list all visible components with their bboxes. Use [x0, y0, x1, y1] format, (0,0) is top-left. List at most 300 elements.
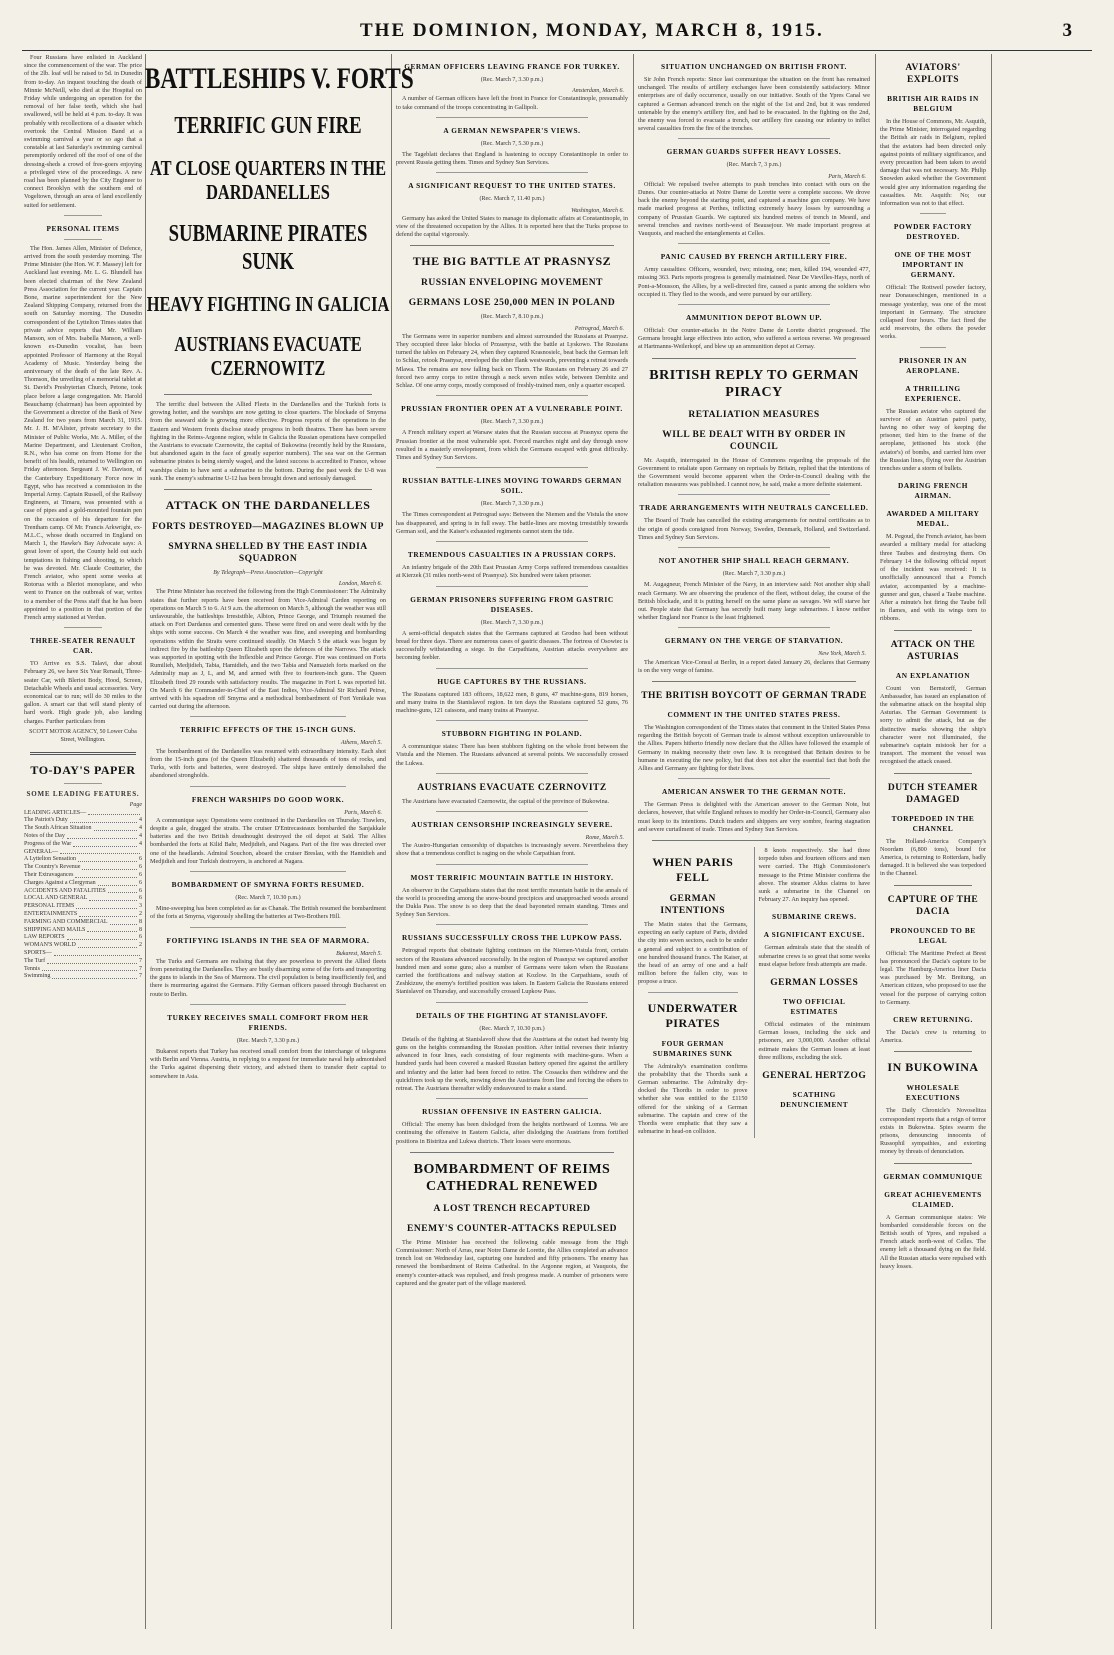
- feature-label: SHIPPING AND MAILS: [24, 926, 86, 933]
- received-line: (Rec. March 7, 3 p.m.): [726, 162, 782, 169]
- feature-page: 7: [139, 973, 142, 980]
- feature-label: The Patriot's Duty: [24, 817, 68, 824]
- leader-dots: [67, 833, 137, 839]
- feature-label: FARMING AND COMMERCIAL: [24, 918, 108, 925]
- divider: [410, 1152, 614, 1153]
- reims-subheading: A LOST TRENCH RECAPTURED: [433, 1203, 591, 1214]
- feature-label: ENTERTAINMENTS: [24, 911, 78, 917]
- column-2: [144, 54, 414, 1629]
- boycott-text: The Washington correspondent of the Times states that comment in the United States Press regarding the British boycott of German trade is almost without exception unfavourable to the Allies. Papers hitherto friendly now declare that the Allies have followed the example of Germany in making necessity their own law. It is recognised that Britain desires to be humane in executing the new policy, but that does not alter the essential fact that both the Allies and Germany are fighting for their lives.: [638, 723, 870, 772]
- losses-heading: GERMAN LOSSES: [770, 977, 859, 988]
- war-summary: The terrific duel between the Allied Fleets in the Dardanelles and the Turkish forts is growing hotter, and the warships are now getting to close quarters. The blockade of Smyrna from the seaward side is growing more effective. Progress reports of the operations in the Eastern and Western fronts disclose steady progress in both theatres. There has been severe fighting in the Reims-Argonne region, while in Galicia the Russian operations have compelled the Austrians to evacuate Czernowitz, the capital of Bukowina (recently held by the Russians, but abandoned again in the face of greatly superior numbers). The sea war on the German submarine pirates is being sternly waged, and the latest success is accredited to France, whose warships claim to have sent a submarine to the bottom. During the past week the U-8 was sunk. The enemy's submarine U-12 has been brought down and seriously damaged.: [150, 401, 386, 482]
- feature-page: 6: [139, 864, 142, 871]
- feature-label: SPORTS—: [24, 949, 52, 956]
- leader-dots: [60, 849, 140, 855]
- ad-heading: THREE-SEATER RENAULT CAR.: [30, 636, 136, 656]
- article-heading: AMERICAN ANSWER TO THE GERMAN NOTE.: [662, 787, 846, 797]
- feature-row: [24, 934, 142, 942]
- article-text: The German Press is delighted with the American answer to the German Note, but declares, however, that while England refuses to modify her Order-in-Council, Germany also must keep to its intentions. Dutch traders and shippers are very sombre, fearing stagnation and severe curtailment of trade. Times and Sydney Sun Services.: [638, 801, 870, 833]
- divider: [436, 117, 588, 118]
- communique-subheading: GREAT ACHIEVEMENTS CLAIMED.: [884, 1189, 982, 1209]
- feature-page: 7: [139, 965, 142, 972]
- received-line: (Rec. March 7, 11.40 p.m.): [479, 196, 545, 203]
- divider: [64, 783, 102, 784]
- leader-dots: [98, 880, 137, 886]
- headline-czernowitz: AUSTRIANS EVACUATE CZERNOWITZ: [174, 332, 362, 380]
- divider: [190, 871, 346, 872]
- divider: [678, 547, 830, 548]
- feature-page: 6: [139, 887, 142, 894]
- crew-text: The Dacia's crew is returning to America.: [880, 1028, 986, 1045]
- divider: [64, 627, 102, 628]
- feature-row: [24, 958, 142, 966]
- feature-label: Progress of the War: [24, 840, 72, 847]
- boycott-subheading: COMMENT IN THE UNITED STATES PRESS.: [667, 709, 841, 719]
- feature-label: Swimming: [24, 973, 51, 980]
- column-4: [638, 54, 870, 1629]
- czernovitz-heading: AUSTRIANS EVACUATE CZERNOVITZ: [417, 782, 607, 793]
- leader-dots: [88, 810, 140, 816]
- feature-label: Their Extravagances: [24, 872, 74, 879]
- received-line: (Rec. March 7, 3.30 p.m.): [480, 501, 544, 508]
- communique-heading: GERMAN COMMUNIQUE: [883, 1171, 983, 1181]
- received-line: (Rec. March 7, 3.30 p.m.): [480, 419, 544, 426]
- column-divider: [633, 54, 634, 1629]
- feature-page: 4: [139, 825, 142, 832]
- dateline: New York, March 5.: [818, 651, 866, 658]
- feature-label: The South African Situation: [24, 825, 92, 832]
- features-heading: SOME LEADING FEATURES.: [26, 790, 140, 799]
- feature-page: 4: [139, 833, 142, 840]
- feature-row: [24, 841, 142, 849]
- feature-row: [24, 849, 142, 857]
- asturias-subheading: AN EXPLANATION: [895, 670, 971, 680]
- medal-heading: AWARDED A MILITARY MEDAL.: [886, 509, 980, 529]
- dutch-subheading: TORPEDOED IN THE CHANNEL: [891, 813, 975, 833]
- divider: [190, 927, 346, 928]
- page-number: 3: [1062, 20, 1072, 41]
- article-heading: A SIGNIFICANT REQUEST TO THE UNITED STATES.: [408, 181, 616, 191]
- feature-page: 4: [139, 840, 142, 847]
- feature-page: 2: [139, 911, 142, 917]
- article-text: The Tageblatt declares that England is hastening to occupy Constantinople in order to prevent Russia getting them. Times and Sydney Sun Services.: [396, 151, 628, 167]
- divider: [436, 924, 588, 925]
- divider: [436, 811, 588, 812]
- feature-label: A Lyttelton Sensation: [24, 856, 76, 863]
- leader-dots: [89, 895, 137, 901]
- divider: [678, 243, 830, 244]
- feature-page: 8: [139, 918, 142, 925]
- comfort-text: Bukarest reports that Turkey has received small comfort from the interchange of telegrams with Berlin and Vienna. Austria, in replying to a request for immediate naval help admonished the Turks against dispersing their victory, and advised them to transfer their capital to somewhere in Asia.: [150, 1047, 386, 1080]
- article-text: Petrograd reports that obstinate fighting continues on the Niemen-Vistula front, certain sectors of the Russians advanced successfully. In the region of Prasnysz we captured another hundred men and some guns; also a number of Germans were taken when the Russians carried the fortifications and railway station at Kozlow. In the Carpathians, south of Zeshkizuw, the enemy's fortified position was taken. In Eastern Galicia the Russians entered Stanislavof on Thursday, and successfully crossed Lupkow Pass.: [396, 947, 628, 996]
- powder-heading: POWDER FACTORY DESTROYED.: [893, 222, 973, 242]
- article-heading: GERMAN GUARDS SUFFER HEAVY LOSSES.: [666, 147, 842, 157]
- leader-dots: [110, 919, 137, 925]
- divider: [652, 840, 856, 841]
- feature-label: PERSONAL ITEMS: [24, 903, 75, 910]
- french-text: A communique says: Operations were continued in the Dardanelles on Thursday. Trawlers, despite a gale, dragged the straits. The cruiser D'Entrecasteaux bombarded the Sanjakkale batteries and the two British dreadnought destroyed the oil depot at Saïd. The Allies bombarded the forts at Kilid Bahr, Medjidieh, and Nagara. Part of the fire was directed over one of the headlands. Admiral Souchon, aboard the cruiser Breslau, with the Hamidieh and Medjidieh and four Turkish destroyers, is anchored at Nagara.: [150, 816, 386, 865]
- feature-page: 3: [139, 903, 142, 910]
- article-text: An infantry brigade of the 20th East Prussian Army Corps suffered tremendous casualties at Kierzek (31 miles north-west of Prasnysz). Six hundred were taken prisoner.: [396, 564, 628, 580]
- feature-label: ACCIDENTS AND FATALITIES: [24, 887, 106, 894]
- asturias-heading: ATTACK ON THE ASTURIAS: [890, 639, 976, 662]
- leader-dots: [94, 825, 138, 831]
- column-divider: [391, 54, 392, 1629]
- dutch-text: The Holland-America Company's Noordam (6,800 tons), bound for America, is returning to Rotterdam, badly damaged. It is believed she was torpedoed in the Channel.: [880, 837, 986, 878]
- divider: [678, 138, 830, 139]
- divider: [190, 1004, 346, 1005]
- feature-page: 6: [139, 934, 142, 941]
- article-heading: MOST TERRIFIC MOUNTAIN BATTLE IN HISTORY.: [410, 872, 614, 882]
- column-5-inner: [880, 54, 986, 1273]
- divider: [436, 1002, 588, 1003]
- article-text: A number of German officers have left the front in France for Constantinople, presumably to take command of the troops concentrating in Gallipoli.: [396, 95, 628, 111]
- article-text: Official: Our counter-attacks in the Notre Dame de Lorette district progressed. The Germans brought large effectives into action, who suffered a serious reverse. We progressed at Hartmanns-Weilerkopf, and blew up an ammunition depot at Cernay.: [638, 327, 870, 351]
- feature-label: LAW REPORTS: [24, 934, 65, 941]
- article-heading: RUSSIANS SUCCESSFULLY CROSS THE LUPKOW PASS.: [401, 933, 623, 943]
- article-text: The Austrians have evacuated Czernowitz, the capital of the province of Bukowina.: [402, 797, 610, 805]
- feature-row: [24, 911, 142, 919]
- article-heading: TRADE ARRANGEMENTS WITH NEUTRALS CANCELLED.: [639, 503, 869, 513]
- reims-heading: BOMBARDMENT OF REIMS CATHEDRAL RENEWED: [413, 1161, 611, 1194]
- divider: [64, 215, 102, 216]
- article-text: The Russians captured 183 officers, 18,622 men, 8 guns, 47 machine-guns, 819 horses, and many trains in the Stanislavof region. In ten days the Russians captured 52 guns, 76 machine-guns, 121 caissons, and many trains at Prasnysz.: [396, 690, 628, 714]
- comfort-heading: TURKEY RECEIVES SMALL COMFORT FROM HER FRIENDS.: [167, 1012, 369, 1032]
- dacia-subheading: PRONOUNCED TO BE LEGAL: [890, 925, 976, 945]
- feature-row: [24, 973, 142, 981]
- effects-heading: TERRIFIC EFFECTS OF THE 15-INCH GUNS.: [180, 725, 356, 735]
- smyrna2-text: Mine-sweeping has been completed as far as Chanak. The British resumed the bombardment of the forts at Smyrna, vigorously shelling the batteries at Two-Brothers Hill.: [150, 905, 386, 921]
- article-heading: AMMUNITION DEPOT BLOWN UP.: [685, 313, 822, 323]
- feature-page: 6: [139, 879, 142, 886]
- french-heading: FRENCH WARSHIPS DO GOOD WORK.: [191, 794, 345, 804]
- byline: By Telegraph—Press Association—Copyright: [213, 570, 323, 577]
- pirates-text: The Admiralty's examination confirms the probability that the Thordis sank a German submarine. The Admiralty dry-docked the Thordis in order to prove whether she was entitled to the £1150 offered for the sinking of a German submarine. The captain and crew of the Thordis were emphatic that they saw a submarine in head-on collision.: [638, 1062, 748, 1136]
- divider: [436, 773, 588, 774]
- leader-dots: [87, 927, 137, 933]
- received-line: (Rec. March 7, 8.10 p.m.): [480, 314, 544, 321]
- article-text: A French military expert at Warsaw states that the Russian success at Prasnysz opens the Prussian frontier at the most vulnerable spot. Forced marches night and day through snow resulted in a masterly envelopment, from which the Germans escaped with great difficulty. Times and Sydney Sun Services.: [396, 429, 628, 462]
- feature-label: Notes of the Day: [24, 833, 65, 840]
- feature-row: [24, 825, 142, 833]
- article-heading: GERMAN PRISONERS SUFFERING FROM GASTRIC DISEASES.: [410, 594, 614, 614]
- powder-text: Official: The Rottweil powder factory, near Donaueschingen, mentioned in a message yesterday, was one of the most important in Germany. The structure collapsed four hours. The fact fired the acid reservoirs, the others the powder works.: [880, 284, 986, 341]
- leader-dots: [52, 973, 137, 979]
- medal-text: M. Pegoud, the French aviator, has been awarded a military medal for attacking three Taubes and destroying them. On February 14 the following official report of the incident was received: It is unofficially announced that a French aviator, accompanied by a machine-gunner and gun, chased a Taube machine. After a minute's hot firing the Taube fell in flames, and with its wings torn to ribbons.: [880, 533, 986, 623]
- bukowina-heading: IN BUKOWINA: [887, 1060, 979, 1075]
- feature-label: LOCAL AND GENERAL: [24, 895, 88, 902]
- article-heading: HUGE CAPTURES BY THE RUSSIANS.: [437, 676, 587, 686]
- todays-paper-heading: TO-DAY'S PAPER: [30, 763, 136, 778]
- article-text: Official: The enemy has been dislodged from the heights northward of Lomna. We are continuing the offensive in Eastern Galicia, after dislodging the Austrians from fortified positions in Bistritza and Lukwa districts. Their losses were enormous.: [396, 1121, 628, 1145]
- feature-row: [24, 895, 142, 903]
- dateline: Washington, March 6.: [571, 207, 624, 214]
- divider: [436, 1098, 588, 1099]
- feature-row: [24, 888, 142, 896]
- article-text: German admirals state that the stealth of submarine crews is so great that some weeks must elapse before fresh attempts are made.: [758, 944, 870, 968]
- feature-row: [24, 864, 142, 872]
- feature-label: Tennis: [24, 965, 40, 972]
- divider: [190, 716, 346, 717]
- article-text: A communique states: There has been stubborn fighting on the whole front between the Vistula and the Niemen. The Russians advanced at several points. We successfully crossed the Lukwa.: [396, 743, 628, 767]
- divider: [652, 681, 856, 682]
- article-heading: SITUATION UNCHANGED ON BRITISH FRONT.: [661, 62, 847, 71]
- paris-subheading: GERMAN INTENTIONS: [660, 893, 726, 916]
- column-3: [396, 54, 628, 1629]
- divider: [164, 394, 372, 395]
- headline-dardanelles: AT CLOSE QUARTERS IN THE DARDANELLES: [149, 156, 387, 204]
- article-heading: AUSTRIAN CENSORSHIP INCREASINGLY SEVERE.: [411, 819, 613, 829]
- paris-text: The Matin states that the Germans, expecting an early capture of Paris, divided the city into seven sectors, each to be under a general and subject to a contribution of one hundred thousand francs. The Kaiser, at the head of an army of one and a half million before the fallen city, was to propose a truce.: [638, 920, 748, 986]
- article-heading: DETAILS OF THE FIGHTING AT STANISLAVOFF.: [415, 1010, 608, 1020]
- feature-row: [24, 856, 142, 864]
- boycott-heading: THE BRITISH BOYCOTT OF GERMAN TRADE: [641, 690, 867, 701]
- divider: [894, 1051, 972, 1052]
- pirates-heading: UNDERWATER PIRATES: [647, 1000, 738, 1030]
- divider: [894, 630, 972, 631]
- powder-subheading: ONE OF THE MOST IMPORTANT IN GERMANY.: [894, 250, 972, 280]
- dateline: Athens, March 5.: [340, 740, 382, 747]
- smyrna2-heading: BOMBARDMENT OF SMYRNA FORTS RESUMED.: [171, 879, 365, 889]
- feature-page: 6: [139, 856, 142, 863]
- dateline: Rome, March 5.: [585, 834, 624, 841]
- dateline: Paris, March 6.: [344, 809, 382, 816]
- column-divider: [875, 54, 876, 1629]
- bukowina-subheading: WHOLESALE EXECUTIONS: [905, 1083, 961, 1103]
- attack-text: The Prime Minister has received the following from the High Commissioner: The Admiralty states that further reports have been received from Vice-Admiral Carden reporting on operations on March 5 to 6. At 9 a.m. the afternoon on March 5, although the weather was still unfavourable, the battleships Irresistible, Albion, Prince George, and Triumph resumed the attack on Fort Dardanus and cemented guns. These were fired on and were dealt with by the ships with some success. On March 4 the weather was fine, and sweeping and bombarding operations within the Straits were continued steadily. On March 5 the attack was begun by indirect fire by the battleship Queen Elizabeth upon the defences of the Narrows. The attack was supported in spotting with the Inflexible and Prince George. Fire was continued on Forts Rumilieh, Medjidieh, Tabia, Hamidieh, and the two Tabia and Namazieh forts marked on the Admiralty map as J, L, and M, and armed with five to fourteen-inch guns. The Queen Elizabeth fired 29 rounds with satisfactory results. The magazine in Fort L was reported hit. On March 6 the Commander-in-Chief of the East Indies, Vice-Admiral Sir Richard Peirse, arrived with his squadron off Smyrna and a methodical bombardment of Fort Yenikale was carried out during the afternoon.: [150, 588, 386, 711]
- feature-row: [24, 833, 142, 841]
- asturias-text: Count von Bernstorff, German Ambassador, has issued an explanation of the submarine attack on the hospital ship Asturias. The German Government is sorry to admit the attack, but as the distinctive marks showing the ship's character were not illuminated, the submarine's captain mistook her for a transport. The moment the vessel was recognised the attack ceased.: [880, 684, 986, 766]
- article-text: A semi-official despatch states that the Germans captured at Grodno had been without bread for three days. There are numerous cases of gastric diseases. The fortress of Osowiec is successfully withstanding a siege. In the Carpathians, Austrian attacks everywhere are becoming feebler.: [396, 629, 628, 662]
- piracy-subheading: RETALIATION MEASURES: [688, 409, 820, 420]
- communique-text: A German communique states: We bombarded considerable forces on the British south of Ypres, and repulsed a French attack north-west of Celles. The enemy left a thousand dying on the field. All the Russian attacks were repulsed with heavy losses.: [880, 1213, 986, 1270]
- piracy-text: Mr. Asquith, interrogated in the House of Commons regarding the proposals of the Government to retaliate upon Germany on reprisals by Britain, replied that the intentions of the Government would become apparent when the Order-in-Council dealing with the retaliation measures was published. I cannot now, he said, make a more definite statement.: [638, 456, 870, 489]
- prasnysz-heading: THE BIG BATTLE AT PRASNYSZ: [412, 254, 612, 269]
- features-list: [24, 810, 142, 982]
- divider: [652, 358, 856, 359]
- prisoner-heading: PRISONER IN AN AEROPLANE.: [898, 355, 967, 375]
- feature-label: WOMAN'S WORLD: [24, 942, 76, 949]
- divider: [436, 541, 588, 542]
- leader-dots: [67, 934, 137, 940]
- article-text: The Austro-Hungarian censorship of dispatches is increasingly severe. Nevertheless they show that a tremendous conflict is raging on the whole Carpathian front.: [396, 842, 628, 858]
- leader-dots: [73, 841, 137, 847]
- feature-label: The Turf: [24, 957, 46, 964]
- dateline: London, March 6.: [338, 581, 382, 588]
- divider: [164, 489, 372, 490]
- article-text: The Times correspondent at Petrograd says: Between the Niemen and the Vistula the snow has disappeared, and spring is in full sway. The battle-lines are moving irresistibly towards German soil, and the Kaiser's exhausted regiments cannot stem the tide.: [396, 511, 628, 535]
- feature-page: 7: [139, 957, 142, 964]
- feature-row: [24, 919, 142, 927]
- article-heading: PRUSSIAN FRONTIER OPEN AT A VULNERABLE POINT.: [401, 404, 623, 414]
- leader-dots: [78, 856, 137, 862]
- attack-subheading: FORTS DESTROYED—MAGAZINES BLOWN UP: [152, 522, 384, 533]
- feature-label: GENERAL—: [24, 848, 58, 855]
- dutch-heading: DUTCH STEAMER DAMAGED: [887, 782, 979, 805]
- dacia-text: Official: The Maritime Prefect at Brest has pronounced the Dacia's capture to be legal. The Hamburg-America liner Dacia was purchased by Mr. Breitung, an American citizen, who proposed to use the vessel for the purpose of carrying cotton to Germany.: [880, 949, 986, 1006]
- article-text: Army casualties: Officers, wounded, two; missing, one; men, killed 194, wounded 477, missing 363. Paris reports progress is generally maintained. Near De Vievilles-Hays, north of Pont-a-Mousson, the Allies, by a well-directed fire, caused a panic among the soldiers who occupied it. They fled to the woods, and were pursued by our artillery.: [638, 266, 870, 298]
- feature-label: The Country's Revenue: [24, 864, 81, 871]
- received-line: (Rec. March 7, 5.30 p.m.): [480, 140, 544, 147]
- dateline: Amsterdam, March 6.: [572, 88, 624, 95]
- divider: [648, 992, 738, 993]
- feature-row: [24, 880, 142, 888]
- aviator-subheading: BRITISH AIR RAIDS IN BELGIUM: [887, 94, 979, 113]
- prisoner-text: The Russian aviator who captured the survivor of an Austrian patrol party, having no other way of keeping the prisoner, tied him to the frame of the aeroplane, jettisoned his stock (the aviator's) of bombs, and carried him over the Russian lines, flying over the Austrian trenches under a storm of bullets.: [880, 407, 986, 473]
- feature-page: 2: [139, 942, 142, 949]
- divider: [678, 494, 830, 495]
- col4-split: [638, 847, 870, 1138]
- divider: [64, 239, 102, 240]
- feature-page: 4: [139, 817, 142, 824]
- feature-row: [24, 950, 142, 958]
- piracy-subheading: WILL BE DEALT WITH BY ORDER IN COUNCIL: [662, 429, 846, 452]
- article-text: M. Augagneur, French Minister of the Navy, in an interview said: Not another ship shall reach Germany. We are observing the prudence of the fleet, without delay, the course of the British blockade, and it is putting herself on the same plane as savages. We will starve her out. People state that Germany has secretly built many large submarines. I know neither whether England nor France is the least frightened.: [638, 581, 870, 622]
- section-heading-personal: PERSONAL ITEMS: [46, 223, 120, 233]
- article-heading: SUBMARINE CREWS.: [771, 912, 857, 922]
- article-heading: GERMANY ON THE VERGE OF STARVATION.: [664, 636, 844, 646]
- col4-left: [638, 847, 748, 1138]
- divider: [436, 586, 588, 587]
- divider: [410, 245, 614, 246]
- features-page-label: Page: [129, 802, 142, 809]
- piracy-heading: BRITISH REPLY TO GERMAN PIRACY: [649, 367, 859, 400]
- news-brief: Four Russians have enlisted in Auckland since the commencement of the war. The price of the 2lb. loaf will be raised to 5d. in Dunedin from to-day. An inquest touching the death of Minnie McNeill, who died at the Hospital on Friday while undergoing an operation for the removal of her false teeth, which she had swallowed, will be held at 4 p.m. to-day. It was probably with recollections of a disaster which overtook the Central Mission Band at a swimming carnival a year or so ago that a constable at last Saturday's swimming carnival peremptorily ordered off the roof of one of the dressing-sheds a crowd of free-goers enjoying a privileged view of the proceedings. A new road has been planned by the City Engineer to connect Brooklyn with the southern end of Vogeltown, through an area of land excellently suited for settlement.: [24, 54, 142, 209]
- pirates-subheading: FOUR GERMAN SUBMARINES SUNK: [652, 1038, 733, 1058]
- divider: [436, 720, 588, 721]
- leader-dots: [47, 958, 137, 964]
- headline-submarine: SUBMARINE PIRATES SUNK: [168, 221, 368, 275]
- leader-dots: [82, 864, 137, 870]
- divider: [436, 668, 588, 669]
- article-heading: GERMAN OFFICERS LEAVING FRANCE FOR TURKEY.: [404, 62, 620, 71]
- divider: [678, 627, 830, 628]
- divider: [436, 467, 588, 468]
- smyrna-heading: SMYRNA SHELLED BY THE EAST INDIA SQUADRON: [168, 542, 368, 565]
- feature-row: [24, 966, 142, 974]
- prasnysz-subheading: RUSSIAN ENVELOPING MOVEMENT: [421, 278, 603, 289]
- hertzog-subheading: SCATHING DENUNCIEMENT: [780, 1090, 849, 1109]
- hertzog-heading: GENERAL HERTZOG: [762, 1071, 867, 1081]
- received-line: (Rec. March 7, 10.30 p.m.): [235, 894, 301, 901]
- column-1: [24, 54, 142, 1629]
- article-heading: STUBBORN FIGHTING IN POLAND.: [441, 729, 583, 739]
- feature-page: 8: [139, 926, 142, 933]
- article-heading: TREMENDOUS CASUALTIES IN A PRUSSIAN CORPS.: [407, 550, 617, 560]
- article-text: Details of the fighting at Stanislavoff show that the Austrians at the outset had twenty big guns on the heights commanding the Russian position. After initial reverses their infantry advanced in four lines, each consisting of four regiments with machine-guns. When a hundred yards had been covered a masked Russian battery opened fire against the artillery and infantry and the latter had been forced to retire. The Cossacks then withdrew and the quickfirers took up the work, mowing down the Austrians from line and forcing the others to retreat. The Austrians thereafter wildly endeavoured to make a stand.: [396, 1035, 628, 1092]
- received-line: (Rec. March 7, 3.30 p.m.): [480, 77, 544, 83]
- paris-heading: WHEN PARIS FELL: [652, 854, 734, 884]
- received-line: (Rec. March 7, 10.30 p.m.): [479, 1025, 545, 1032]
- column-5: [880, 54, 1086, 1629]
- reims-subheading: ENEMY'S COUNTER-ATTACKS REPULSED: [407, 1223, 617, 1234]
- divider: [436, 864, 588, 865]
- received-line: (Rec. March 7, 3.30 p.m.): [480, 619, 544, 626]
- article-text: 8 knots respectively. She had three torpedo tubes and fourteen officers and men were carried. The High Commissioner's message to the Prime Minister confirms the above. The steamer Aldus claims to have sunk a submarine in the Channel on February 27. An inquiry has opened.: [758, 846, 870, 904]
- feature-page: 6: [139, 872, 142, 879]
- leader-dots: [75, 872, 137, 878]
- dateline: Petrograd, March 6.: [574, 325, 624, 332]
- leader-dots: [54, 950, 140, 956]
- article-heading: NOT ANOTHER SHIP SHALL REACH GERMANY.: [658, 556, 850, 566]
- dacia-heading: CAPTURE OF THE DACIA: [887, 894, 979, 917]
- divider: [30, 752, 136, 755]
- prasnysz-text: The Germans were in superior numbers and almost surrounded the Russians at Prasnysz. They occupied three lake blocks of Przasnysz, with the battle at Lyskowo. The Russians turned the tables on February 24, when they captured Krasnosielc, beat back the German left to Schlaz, retook Prasnysz, enveloped the other flank westwards, preventing a retreat towards Mlawa. The remains are now falling back on Thorn. The Russians on February 26 and 27 forced two army corps to retire through a neck seven miles wide, between Dembitz and Schlaz. Of one army corps, mostly composed of freshly-trained men, only a quarter escaped.: [396, 332, 628, 390]
- divider: [190, 786, 346, 787]
- daring-heading: DARING FRENCH AIRMAN.: [897, 481, 969, 501]
- leader-dots: [76, 903, 137, 909]
- article-text: Official estimates of the minimum German losses, including the sick and prisoners, are 3,000,000. Another official estimate makes the German losses at least three millions, excluding the sick.: [758, 1020, 870, 1061]
- personal-items-text: The Hon. James Allen, Minister of Defence, arrived from the south yesterday morning. The Prime Minister (the Hon. W. F. Massey) left for Auckland last evening. Mr. L. G. Blundell has been elected chairman of the New Zealand Press Association for the current year. Captain Bone, marine superintendent for the New Zealand Shipping Company, returned from the south on Saturday morning. The Dunedin correspondent of the Lyttelton Times states that private advice reports that Mr. William Manson, son of Mrs. Isabella Manson, a well-known ex-Dunedin vocalist, has been appointed Professor of Harmony at the Royal Academy of Music. Yesterday being the anniversary of the death of the late Rev. A. Thomson, the unveiling of a memorial tablet at St. David's Presbyterian Church, Petone, took place before a large congregation. Mr. Harold Beauchamp (chairman) has been appointed by the Government a director of the Bank of New Zealand for two years from March 31, 1915. Mr. J. H. M'Alister, private secretary to the Minister of Public Works, Mr. A. Miller, of the Marine Department, and Lieutenant Crofton, R.N., who has come on from Home for the benefit of his health, returned to Wellington on Friday afternoon. Sergeant J. W. Davison, of the Canterbury Expeditionary Force now in Egypt, who has received a commission in the Imperial Army. Captain Russell, of the Railway Engineers, at Timaru, was presented with a case of pipes and a gold-mounted fountain pen on the occasion of his departure for the Trentham camp. Of Mr. Francis Arkwright, ex-M.L.C., whose death occurred in England on March 1, the Hawke's Bay Advocate says: A great lover of sport, the County held out such temptations in fishing and shooting, to which he was devoted. Mr. Claude Coutturier, the French aviator, who spent some weeks at Rotorua with a Bleriot monoplane, and who went to France on the outbreak of war, writes to a member of the Press staff that he has been appointed to a position in that portion of the French army stationed at Verdun.: [24, 244, 142, 621]
- crew-heading: CREW RETURNING.: [893, 1014, 973, 1024]
- feature-row: [24, 927, 142, 935]
- feature-row: [24, 903, 142, 911]
- ad-from: SCOTT MOTOR AGENCY, 50 Lower Cuba Street, Wellington.: [29, 728, 137, 744]
- prisoner-subheading: A THRILLING EXPERIENCE.: [904, 383, 962, 403]
- divider: [894, 773, 972, 774]
- aviator-heading: AVIATORS' EXPLOITS: [905, 63, 961, 85]
- headline-galicia: HEAVY FIGHTING IN GALICIA: [146, 292, 390, 316]
- column-divider: [145, 54, 146, 1629]
- article-heading: PANIC CAUSED BY FRENCH ARTILLERY FIRE.: [660, 252, 848, 262]
- leader-dots: [78, 942, 137, 948]
- article-text: Sir John French reports: Since last communique the situation on the front has remained unchanged. The results of artillery exchanges have been consistently satisfactory. Minor enterprises are of daily occurrence, usually on our initiative. South of the Ypres Canal we captured a German advanced trench on the night of the 1st and 2nd, but it was rendered untenable by the enemy's artillery fire, and had to be evacuated. In the fighting on the 2nd, the enemy was forced to evacuate a trench, our artillery fire causing our infantry to inflict several casualties from the fire of the trenches.: [638, 76, 870, 133]
- divider: [894, 885, 972, 886]
- article-heading: RUSSIAN OFFENSIVE IN EASTERN GALICIA.: [422, 1107, 602, 1117]
- feature-row: [24, 872, 142, 880]
- top-rule: [22, 50, 1092, 51]
- reims-text: The Prime Minister has received the following cable message from the High Commissioner: North of Arras, near Notre Dame de Lorette, the Allies completed an advance trench lost on Wednesday last, capturing one hundred and fifty prisoners. The enemy has renewed the bombardment of Reims Cathedral. In the Argonne region, at Vauquois, the enemy's counter-attack was repulsed, and fresh progress made. A number of prisoners were captured and the greater part of the village mastered.: [396, 1238, 628, 1287]
- marmora-heading: FORTIFYING ISLANDS IN THE SEA OF MARMORA.: [166, 935, 370, 945]
- article-text: The Board of Trade has cancelled the existing arrangements for neutral certificates as to the origin of goods consigned from Norway, Sweden, Denmark, Holland, and Switzerland. Times and Sydney Sun Services.: [638, 517, 870, 541]
- article-heading: RUSSIAN BATTLE-LINES MOVING TOWARDS GERMAN SOIL.: [402, 476, 622, 496]
- article-text: Official: We repulsed twelve attempts to push trenches into contact with ours on the Dunes. Our counter-attacks at Notre Dame de Lorette were a complete success. We drove back the enemy beyond the starting point, and captured a machine gun company. We have made marked progress at Perthes, inflicting extremely heavy losses by surrounding a company of Prussian Guards. We captured six hundred metres of trench in Mesnil, and several trenches and ravines north-west of Beausejour. We made important progress at Vauquois, and reached the entanglements at Celles.: [638, 180, 870, 238]
- ad-text: TO Arrive ex S.S. Talavi, due about February 26, we have Six Year Renault, Three-seater Car, with Bleriot Body, Hood, Screen, Detachable Wheels and usual accessories. Very economical car to run; will do 30 miles to the gallon. A smart car that will stand plenty of hard work. High grade job, also landing charges. Further particulars from: [24, 660, 142, 725]
- losses-subheading: TWO OFFICIAL ESTIMATES: [782, 996, 846, 1016]
- feature-row: [24, 810, 142, 818]
- dateline: Paris, March 6.: [828, 173, 866, 180]
- bukowina-text: The Daily Chronicle's Novoselitza correspondent reports that a reign of terror exists in Bukowina. Spies swarm the prisons, denouncing innocents of Russophil sympathies, and extorting money by threats of denunciation.: [880, 1107, 986, 1156]
- feature-label: Charges Against a Clergyman: [24, 879, 96, 886]
- leader-dots: [79, 911, 137, 917]
- col4-right: [754, 847, 870, 1138]
- received-line: (Rec. March 7, 3.30 p.m.): [722, 571, 786, 578]
- divider: [678, 304, 830, 305]
- divider: [920, 347, 946, 348]
- received-line: (Rec. March 7, 3.30 p.m.): [236, 1037, 300, 1044]
- article-text: The American Vice-Consul at Berlin, in a report dated January 26, declares that Germany is on the very verge of famine.: [638, 658, 870, 674]
- leader-dots: [108, 888, 137, 894]
- headline-battleships: BATTLESHIPS V. FORTS: [144, 62, 414, 95]
- aviator-text: In the House of Commons, Mr. Asquith, the Prime Minister, interrogated regarding the British air raids in Belgium, replied that the aviators had been directed only against points of military significance, and every precaution had been taken to avoid damage that was not necessary. Mr. Philip Snowden asked whether the Government would give any information regarding the casualties. Mr. Asquith: No; our information was not to that effect.: [880, 118, 986, 208]
- attack-heading: ATTACK ON THE DARDANELLES: [165, 498, 371, 513]
- divider: [894, 1163, 972, 1164]
- marmora-text: The Turks and Germans are realising that they are powerless to prevent the Allied fleets from penetrating the Dardanelles. They are busily disarming some of the forts and transporting the guns to islands in the Sea of Marmora. The civil population is being insufficiently fed, and there is murmuring against the Germans. Fifty German officers passed through Bucharest en route to Berlin.: [150, 957, 386, 998]
- divider: [678, 778, 830, 779]
- prasnysz-subheading: GERMANS LOSE 250,000 MEN IN POLAND: [408, 298, 616, 309]
- leader-dots: [42, 966, 137, 972]
- page-title: THE DOMINION, MONDAY, MARCH 8, 1915.: [360, 20, 824, 41]
- article-text: Germany has asked the United States to manage its diplomatic affairs at Constantinople, in view of the threatened occupation by the Allies. It is reported here that the Turks propose to defend the capital vigorously.: [396, 214, 628, 239]
- masthead: [0, 20, 1114, 48]
- feature-label: LEADING ARTICLES—: [24, 809, 87, 816]
- leader-dots: [70, 817, 137, 823]
- divider: [436, 395, 588, 396]
- divider: [436, 172, 588, 173]
- dateline: Bukarest, March 5.: [336, 950, 382, 957]
- article-heading: A SIGNIFICANT EXCUSE.: [763, 930, 865, 940]
- headline-gun-fire: TERRIFIC GUN FIRE: [174, 113, 362, 139]
